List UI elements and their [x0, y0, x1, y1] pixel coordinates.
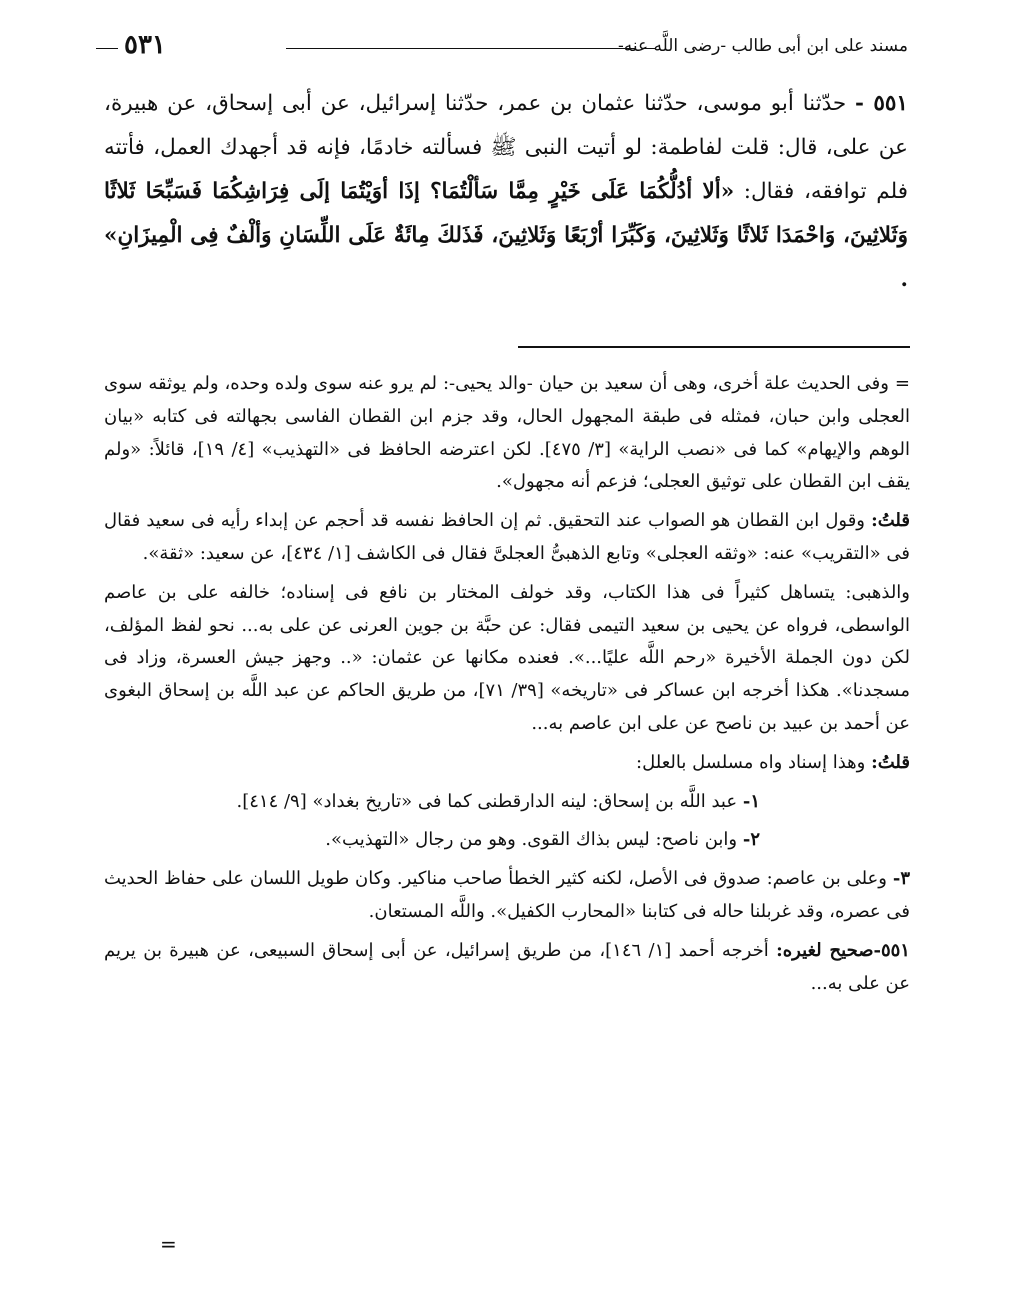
note-paragraph: [104, 747, 910, 780]
page-header: [96, 28, 908, 68]
list-item: [104, 824, 910, 857]
note-text: وقول ابن القطان هو الصواب عند التحقيق. ثم إن الحافظ نفسه قد أحجم عن إبداء رأيه فى سعيد فقال فى «التقريب» عنه: «وثقه العجلى» وتابع الذهبىُّ العجلىَّ فقال فى الكاشف [١/ ٤٣٤]، عن سعيد: «ثقة».: [104, 510, 910, 564]
list-item-text: وعلى بن عاصم: صدوق فى الأصل، لكنه كثير الخطأ صاحب مناكير. وكان طويل اللسان على حفاظ الحديث فى عصره، وقد غربلنا حاله فى كتابنا «المحارب الكفيل». واللَّه المستعان.: [104, 868, 910, 922]
hadith-quote: «ألا أدُلُّكُمَا عَلَى خَيْرٍ مِمَّا سَألْتُمَا؟ إذَا أوَيْتُمَا إلَى فِرَاشِكُمَا فَسَبِّحَا ثَلاثًا وَثَلاثِينَ، وَاحْمَدَا ثَلاثًا وَثَلاثِينَ، وَكَبِّرَا أرْبَعًا وَثَلاثِينَ، فَذَلكَ مِائَةٌ عَلَى اللِّسَانِ وَألْفٌ فِى الْمِيزَانِ» .: [104, 179, 908, 292]
footnote-separator: [518, 346, 910, 348]
note-text: وهذا إسناد واه مسلسل بالعلل:: [636, 751, 866, 773]
note-lead: قلتُ:: [871, 510, 910, 532]
note-paragraph: [104, 368, 910, 499]
note-text: وفى الحديث علة أخرى، وهى أن سعيد بن حيان -والد يحيى-: لم يرو عنه سوى ولده وحده، ولم يوثقه سوى العجلى وابن حبان، فمثله فى طبقة المجهول الحال، وقد جزم ابن القطان الفاسى بجهالته فى كتابه «بيان الوهم والإيهام» كما فى «نصب الراية» [٣/ ٤٧٥]. لكن اعترضه الحافظ فى «التهذيب» [٤/ ١٩]، قائلاً: «ولم يقف ابن القطان على توثيق العجلى؛ فزعم أنه مجهول».: [104, 373, 910, 493]
note-text: أخرجه أحمد [١/ ١٤٦]، من طريق إسرائيل، عن أبى إسحاق السبيعى، عن هبيرة بن يريم عن على به...: [104, 939, 910, 994]
note-lead: قلتُ:: [871, 751, 910, 773]
list-item-number: ٣-: [892, 868, 910, 890]
list-item-number: ٢-: [742, 829, 760, 851]
note-text: والذهبى: يتساهل كثيراً فى هذا الكتاب، وقد خولف المختار بن نافع فى إسناده؛ خالفه على بن عاصم الواسطى، فرواه عن يحيى بن سعيد التيمى فقال: عن حبَّة بن جوين العرنى عن على به... نحو لفظ المؤلف، لكن دون الجملة الأخيرة «رحم اللَّه عليًا...». فعنده مكانها عن عثمان: «.. وجهز جيش العسرة، وزاد فى مسجدنا». هكذا أخرجه ابن عساكر فى «تاريخه» [٣٩/ ٧١]، من طريق الحاكم عن عبد اللَّه بن إسحاق البغوى عن أحمد بن عبيد بن ناصح عن على ابن عاصم به...: [104, 581, 910, 734]
header-rule: [286, 48, 636, 49]
list-item: [104, 786, 910, 819]
hadith-paragraph: [104, 82, 908, 302]
continuation-marker: =: [894, 373, 911, 394]
list-item-number: ١-: [742, 790, 760, 812]
hadith-text: [104, 82, 908, 302]
note-paragraph: [104, 577, 910, 741]
footnotes: [104, 368, 910, 1006]
hadith-isnad: حدّثنا أبو موسى، حدّثنا عثمان بن عمر، حدّثنا إسرائيل، عن أبى إسحاق، عن هبيرة، عن على، قال: قلت لفاطمة: لو أتيت النبى ﷺ فسألته خادمًا، فإنه قد أجهدك العمل، فأتته فلم توافقه، فقال:: [104, 91, 909, 204]
header-rule: [96, 48, 118, 49]
list-item-text: عبد اللَّه بن إسحاق: لينه الدارقطنى كما فى «تاريخ بغداد» [٩/ ٤١٤].: [236, 790, 738, 812]
continuation-marker: =: [160, 1232, 177, 1256]
note-paragraph: [104, 935, 910, 1001]
hadith-number: ٥٥١ -: [854, 91, 908, 116]
grading-lead: ٥٥١-صحيح لغيره:: [776, 939, 910, 961]
list-item-text: وابن ناصح: ليس بذاك القوى. وهو من رجال «التهذيب».: [325, 829, 738, 851]
running-title: مسند على ابن أبى طالب -رضى اللَّه عنه-: [617, 36, 908, 56]
note-paragraph: [104, 505, 910, 571]
list-item: [104, 863, 910, 929]
page-number: ٥٣١: [124, 30, 166, 60]
